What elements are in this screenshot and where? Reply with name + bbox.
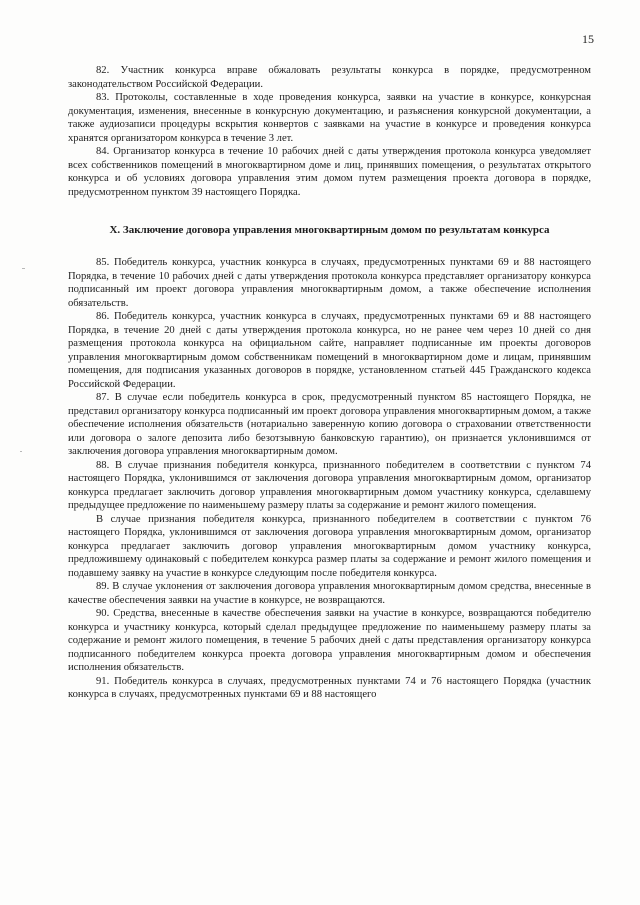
paragraph-87: 87. В случае если победитель конкурса в срок, предусмотренный пунктом 85 настоящего Порядка, не представил организатору конкурса подписанный им проект договора управления многоквартирным домом, а также обеспечение исполнения обязательств (нотариально заверенную копию договора о страховании ответственности или договора о залоге депозита либо безотзывную банковскую гарантию), он признается уклонившимся от заключения договора управления многоквартирным домом. <box>68 392 591 457</box>
paragraph-91: 91. Победитель конкурса в случаях, предусмотренных пунктами 74 и 76 настоящего Порядка (участник конкурса в случаях, предусмотренных пунктами 69 и 88 настоящего <box>68 675 591 700</box>
paragraph-88-continued: В случае признания победителя конкурса, признанного победителем в соответствии с пунктом 76 настоящего Порядка, уклонившимся от заключения договора управления многоквартирным домом, организатор конкурса предлагает заключить договор управления многоквартирным домом участнику конкурса, предложившему одинаковый с победителем конкурса размер платы за содержание и ремонт жилого помещения и подавшему заявку на участие в конкурсе следующим после победителя конкурса. <box>68 513 591 579</box>
section-heading: X. Заключение договора управления многоквартирным домом по результатам конкурса <box>109 224 550 236</box>
paragraph-82: 82. Участник конкурса вправе обжаловать результаты конкурса в порядке, предусмотренном законодательством Российской Федерации. <box>68 65 591 90</box>
paragraph-90: 90. Средства, внесенные в качестве обеспечения заявки на участие в конкурсе, возвращаются победителю конкурса и участнику конкурса, который сделал предыдущее предложение по наименьшему размеру платы за содержание и ремонт жилого помещения, в течение 5 рабочих дней с даты представления организатору конкурса подписанного победителем конкурса проекта договора управления многоквартирным домом и обеспечения исполнения обязательств. <box>68 608 591 673</box>
scan-mark <box>22 268 25 269</box>
paragraph-86: 86. Победитель конкурса, участник конкурса в случаях, предусмотренных пунктами 69 и 88 настоящего Порядка, в течение 20 дней с даты утверждения протокола конкурса, но не ранее чем через 10 дней со дня размещения протокола конкурса на официальном сайте, направляет подписанные им проекты договоров управления многоквартирным домом собственникам помещений в многоквартирном доме и лицам, принявшим помещения, для подписания указанных договоров в порядке, установленном статьей 445 Гражданского кодекса Российской Федерации. <box>68 311 591 390</box>
paragraph-85: 85. Победитель конкурса, участник конкурса в случаях, предусмотренных пунктами 69 и 88 настоящего Порядка, в течение 10 рабочих дней с даты утверждения протокола конкурса представляет организатору конкурса подписанный им проект договора управления многоквартирным домом, а также обеспечение исполнения обязательств. <box>68 257 591 309</box>
paragraph-83: 83. Протоколы, составленные в ходе проведения конкурса, заявки на участие в конкурсе, конкурсная документация, изменения, внесенные в конкурсную документацию, и разъяснения конкурсной документации, а также аудиозаписи процедуры вскрытия конвертов с заявками на участие в конкурсе и проведения конкурса хранятся организатором конкурса в течение 3 лет. <box>68 92 591 144</box>
paragraph-88: 88. В случае признания победителя конкурса, признанного победителем в соответствии с пунктом 74 настоящего Порядка, уклонившимся от заключения договора управления многоквартирным домом, организатор конкурса предлагает заключить договор управления многоквартирным домом участнику конкурса, сделавшему предыдущее предложение по наименьшему размеру платы за содержание и ремонт жилого помещения. <box>68 459 591 511</box>
document-body <box>68 64 591 702</box>
paragraph-84: 84. Организатор конкурса в течение 10 рабочих дней с даты утверждения протокола конкурса уведомляет всех собственников помещений в многоквартирном доме и лиц, принявших помещения, о результатах открытого конкурса и об условиях договора управления этим домом путем размещения проекта договора в порядке, предусмотренном пунктом 39 настоящего Порядка. <box>68 146 591 198</box>
scan-mark <box>20 451 22 452</box>
page-number: 15 <box>582 32 594 46</box>
paragraph-89: 89. В случае уклонения от заключения договора управления многоквартирным домом средства, внесенные в качестве обеспечения заявки на участие в конкурсе, не возвращаются. <box>68 581 591 606</box>
